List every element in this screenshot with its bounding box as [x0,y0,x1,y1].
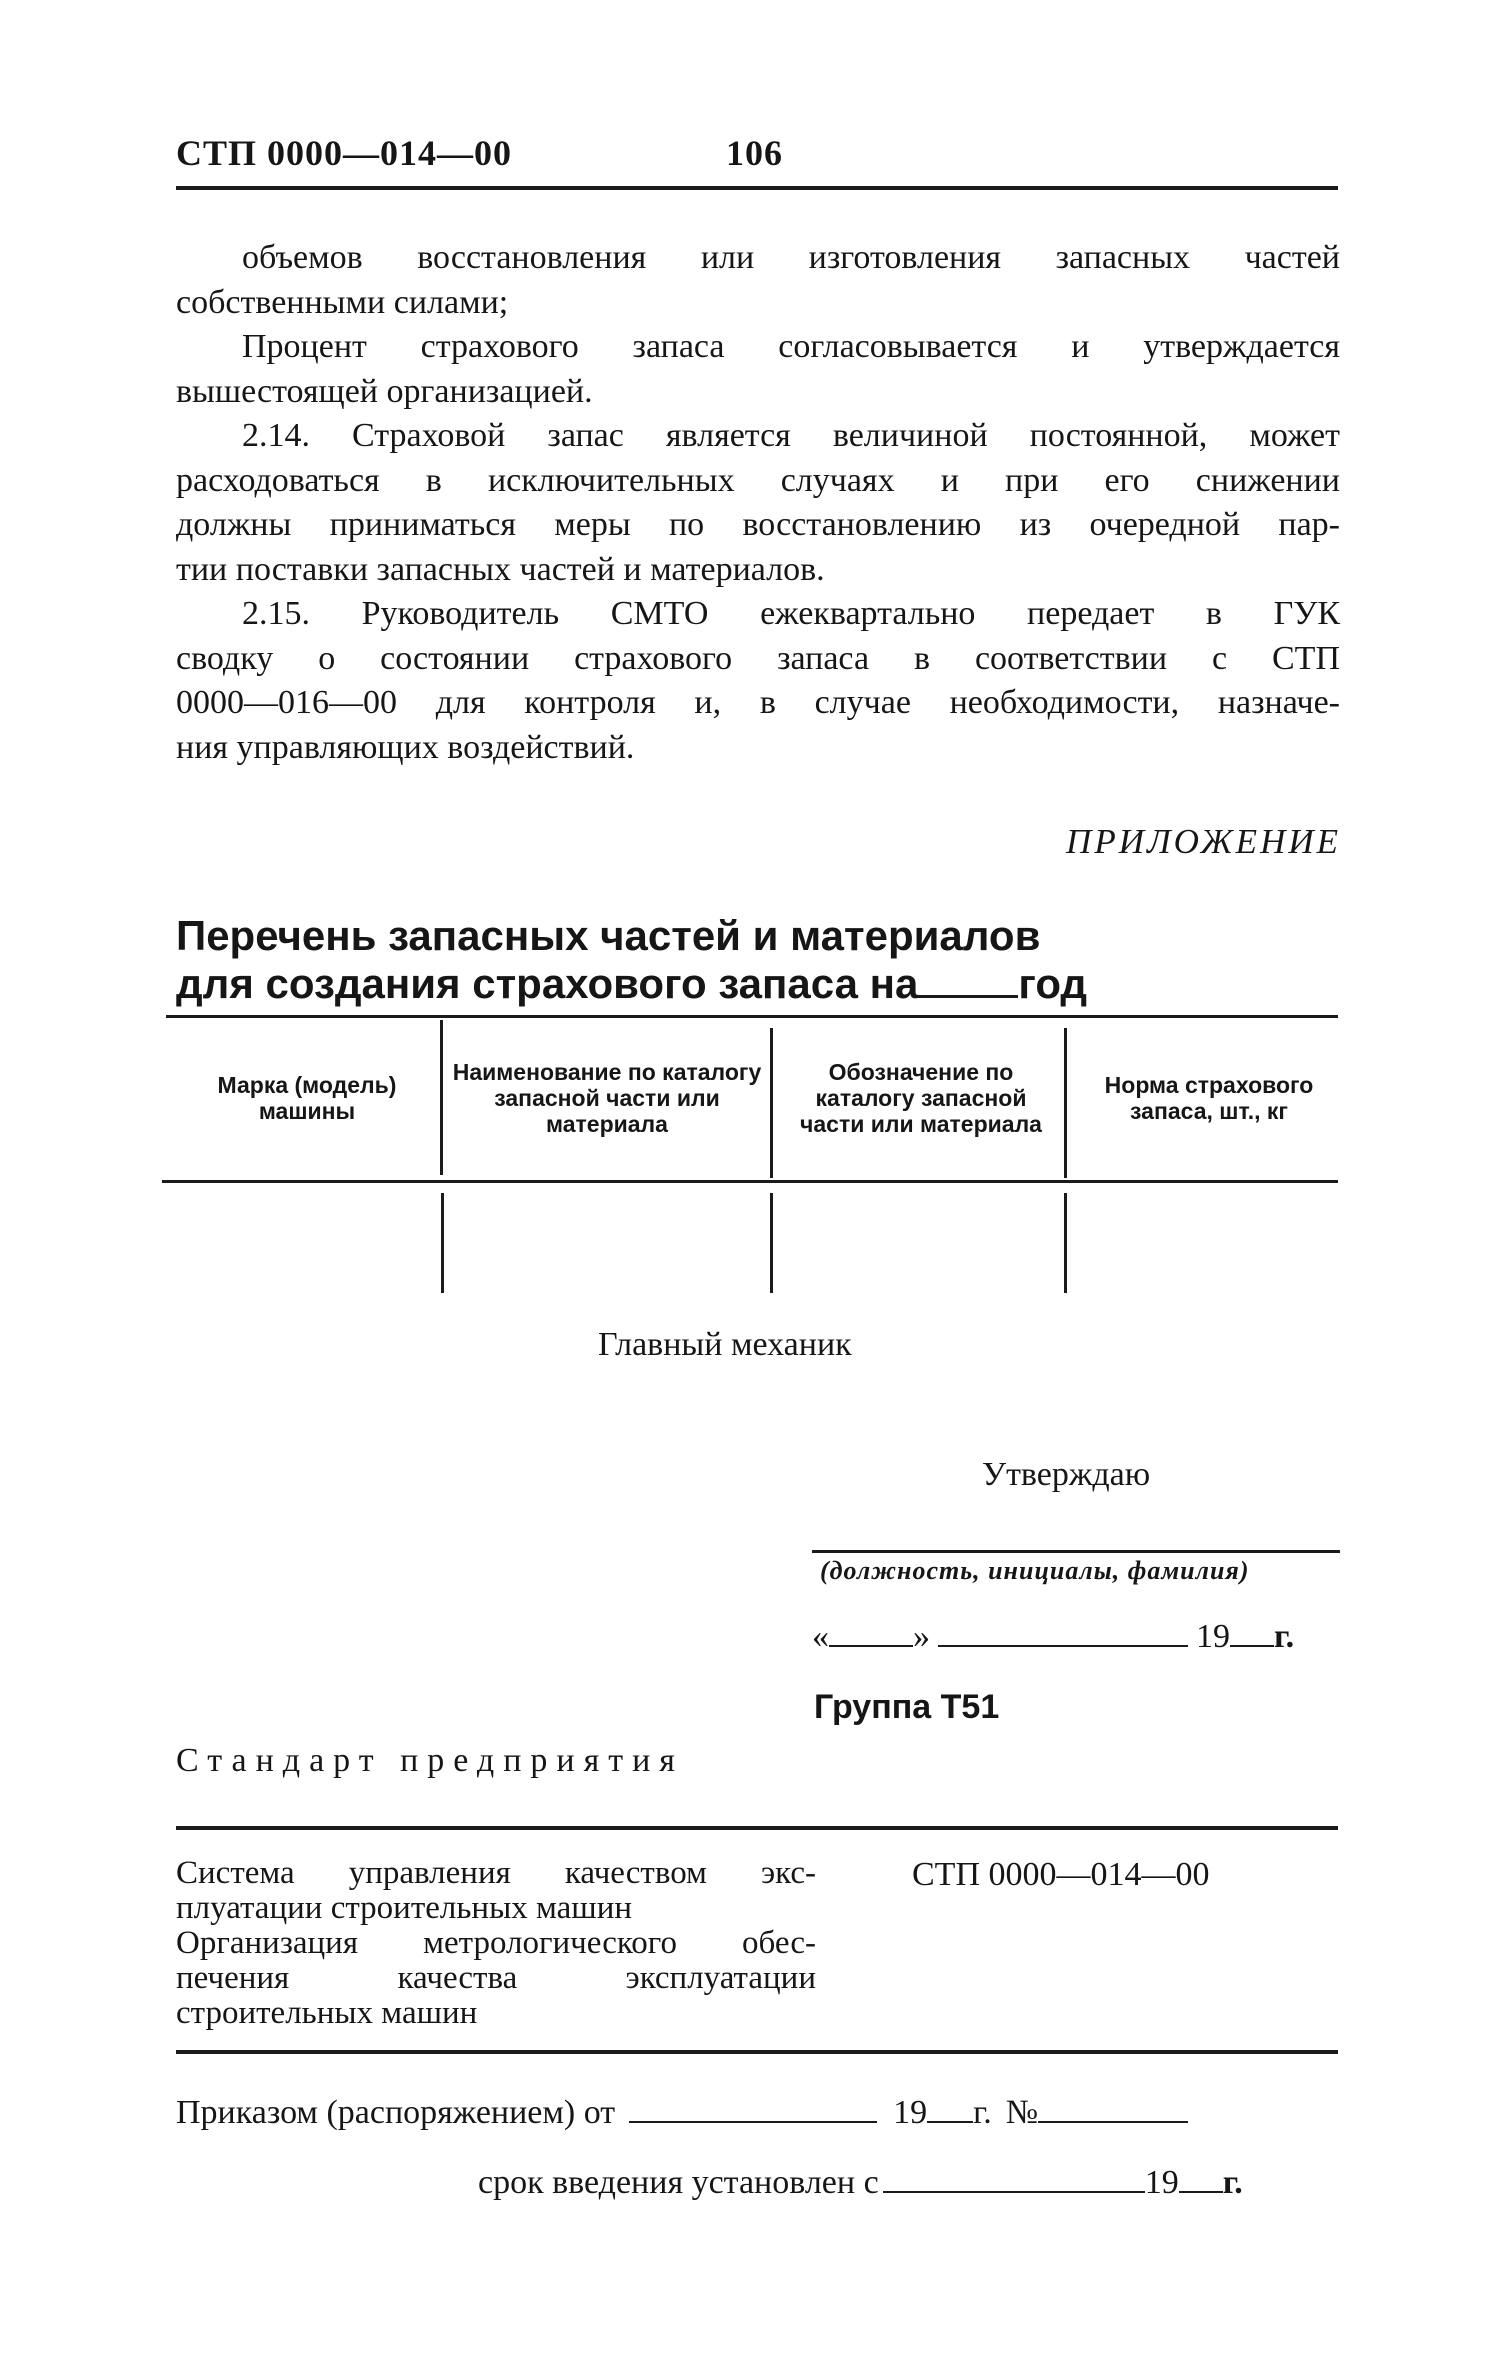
year-prefix: 19 [1196,1618,1230,1655]
body-text-line: 0000—016—00 для контроля и, в случае необходимости, назначе- [176,684,1340,721]
appendix-title-year-word: год [1018,960,1088,1007]
standard-title-line: плуатации строительных машин [176,1890,633,1926]
standard-title-block [176,1856,816,2031]
body-text-line: Процент страхового запаса согласовывается и утверждается [242,328,1340,365]
body-text [176,236,1340,770]
table-col-divider [1064,1193,1067,1293]
effective-year-blank [1179,2191,1223,2193]
date-open-quote: « [812,1618,829,1655]
standard-label: Стандарт предприятия [176,1742,684,1779]
effective-label: срок введения установлен с [478,2164,879,2201]
body-text-line: объемов восстановления или изготовления запасных частей [242,239,1340,276]
order-date-blank [629,2121,877,2123]
body-text-line: тии поставки запасных частей и материалов. [176,550,825,588]
table-col-divider [770,1193,773,1293]
table-col-divider [770,1028,773,1178]
approval-date-line [812,1618,1294,1656]
standard-code: СТП 0000—014—00 [912,1856,1210,1893]
order-year-blank [927,2121,973,2123]
body-text-line: 2.15. Руководитель СМТО ежеквартально передает в ГУК [242,595,1340,632]
body-text-line: 2.14. Страховой запас является величиной постоянной, может [242,417,1340,454]
column-header-norm: Норма страхового запаса, шт., кг [1104,1072,1314,1124]
column-header-designation: Обозначение по каталогу запасной части или материала [800,1059,1042,1137]
document-code-header: СТП 0000—014—00 [176,133,513,173]
chief-mechanic-label: Главный механик [598,1326,852,1363]
effective-date-blank [883,2191,1145,2193]
order-line [176,2094,1188,2132]
standard-title-line: строительных машин [176,1995,478,2031]
standard-title-line: Организация метрологического обес- [176,1925,816,1961]
table-col-divider [441,1193,444,1293]
order-year-suffix: г. [973,2094,992,2131]
body-text-line: расходоваться в исключительных случаях и при его снижении [176,461,1340,499]
order-number-blank [1038,2121,1188,2123]
effective-year-prefix: 19 [1144,2164,1179,2201]
table-header-rule [162,1180,1338,1183]
table-top-rule [166,1015,1338,1018]
table-col-divider [440,1020,443,1175]
appendix-title-line-1: Перечень запасных частей и материалов [176,912,1041,959]
day-blank [829,1645,913,1647]
body-text-line: должны приниматься меры по восстановлению из очередной пар- [176,506,1340,543]
header-rule [176,186,1338,190]
standard-bottom-rule [176,2050,1338,2054]
year-blank [1230,1645,1274,1647]
month-blank [938,1645,1188,1647]
body-text-line: собственными силами; [176,283,509,321]
year-blank [918,995,1018,998]
appendix-title-text: для создания страхового запаса на [176,960,919,1007]
signature-line [812,1550,1340,1553]
effective-year-suffix: г. [1222,2164,1243,2201]
standard-top-rule [176,1826,1338,1830]
year-suffix: г. [1274,1618,1295,1655]
column-header-name: Наименование по каталогу запасной части или материала [452,1059,762,1137]
table-col-divider [1064,1028,1067,1178]
body-text-line: ния управляющих воздействий. [176,728,635,766]
body-text-line: вышестоящей организацией. [176,372,593,410]
order-number-sign: № [1005,2094,1039,2131]
appendix-title-line-2 [176,960,1087,1008]
appendix-label: ПРИЛОЖЕНИЕ [1066,822,1341,861]
approve-label: Утверждаю [982,1456,1151,1493]
page-number: 106 [726,133,783,173]
order-year-prefix: 19 [893,2094,928,2131]
position-caption: (должность, инициалы, фамилия) [820,1556,1250,1585]
order-label: Приказом (распоряжением) от [176,2094,616,2131]
standard-title-line: Система управления качеством экс- [176,1855,816,1891]
body-text-line: сводку о состоянии страхового запаса в соответствии с СТП [176,639,1340,677]
effective-date-line [478,2164,1243,2202]
column-header-model: Марка (модель) машины [217,1072,397,1124]
standard-title-line: печения качества эксплуатации [176,1960,816,1996]
date-close-quote: » [913,1618,930,1655]
group-label: Группа Т51 [814,1688,1000,1726]
